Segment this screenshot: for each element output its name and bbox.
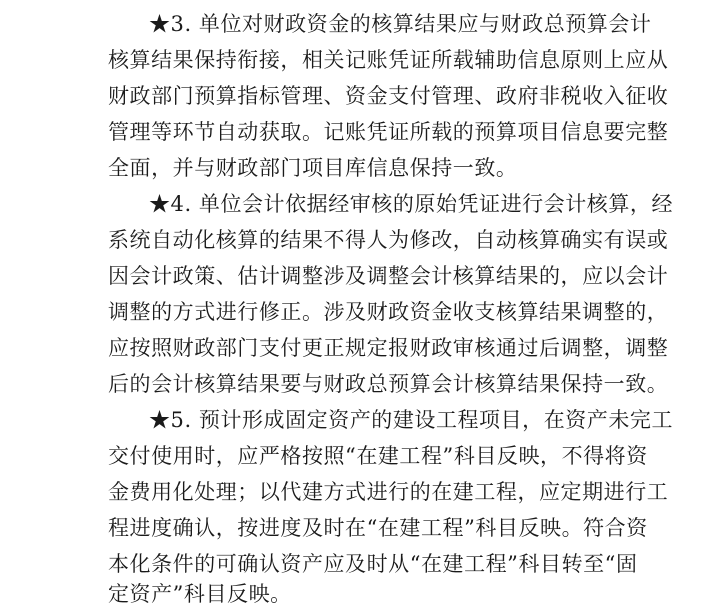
text-line: 调整的方式进行修正。涉及财政资金收支核算结果调整的， [108, 300, 669, 324]
text-line: 后的会计核算结果要与财政总预算会计核算结果保持一致。 [108, 372, 669, 396]
text-line: 金费用化处理；以代建方式进行的在建工程，应定期进行工 [108, 480, 669, 504]
text-line: 因会计政策、估计调整涉及调整会计核算结果的，应以会计 [108, 264, 669, 288]
text-line: 本化条件的可确认资产应及时从“在建工程”科目转至“固 [108, 552, 638, 576]
text-line: 财政部门预算指标管理、资金支付管理、政府非税收入征收 [108, 84, 669, 108]
text-line: ★3. 单位对财政资金的核算结果应与财政总预算会计 [149, 12, 652, 36]
text-line: 交付使用时，应严格按照“在建工程”科目反映，不得将资 [108, 444, 648, 468]
text-line: 程进度确认，按进度及时在“在建工程”科目反映。符合资 [108, 516, 648, 540]
text-line: 全面，并与财政部门项目库信息保持一致。 [108, 156, 518, 180]
text-line: 定资产”科目反映。 [108, 582, 292, 606]
text-line: 系统自动化核算的结果不得人为修改，自动核算确实有误或 [108, 228, 669, 252]
text-line: ★4. 单位会计依据经审核的原始凭证进行会计核算，经 [149, 192, 674, 216]
text-line: 核算结果保持衔接，相关记账凭证所载辅助信息原则上应从 [108, 48, 669, 72]
text-line: ★5. 预计形成固定资产的建设工程项目，在资产未完工 [149, 408, 674, 432]
text-line: 管理等环节自动获取。记账凭证所载的预算项目信息要完整 [108, 120, 669, 144]
text-line: 应按照财政部门支付更正规定报财政审核通过后调整，调整 [108, 336, 669, 360]
